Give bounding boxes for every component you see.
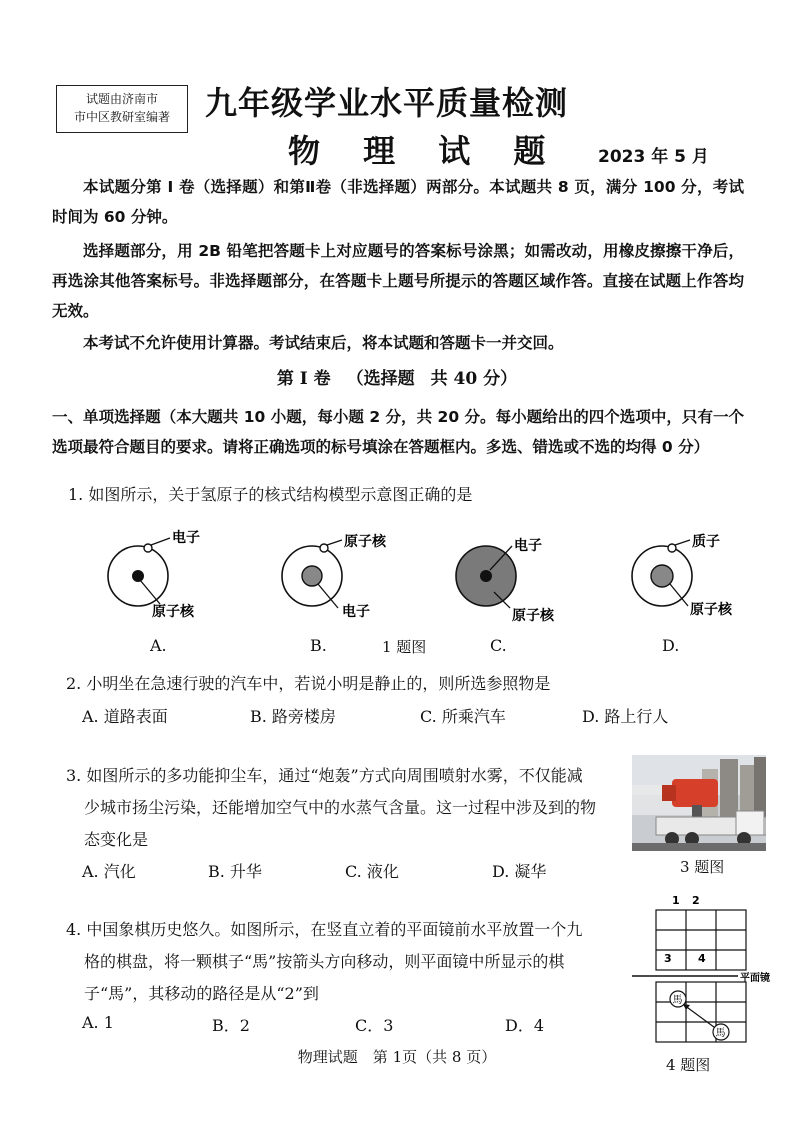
section-desc: （选择题: [346, 369, 415, 389]
q3-stem-line-2: 少城市扬尘污染，还能增加空气中的水蒸气含量。这一过程中涉及到的物: [84, 798, 597, 817]
q1-option-c-label: C.: [490, 636, 507, 655]
q1-stem: 1. 如图所示，关于氢原子的核式结构模型示意图正确的是: [68, 485, 473, 504]
q4-option-b: B．2: [212, 1016, 250, 1035]
q4-chessboard-mirror-figure: [628, 892, 788, 1052]
q2-option-b: B. 路旁楼房: [250, 707, 336, 726]
fig-d-bottom-label: 原子核: [690, 602, 732, 618]
q2-option-d: D. 路上行人: [582, 707, 669, 726]
instruction-3: 本考试不允许使用计算器。考试结束后，将本试题和答题卡一并交回。: [83, 334, 564, 352]
q1-option-b-label: B.: [310, 636, 327, 655]
q1-atom-figures: [90, 520, 750, 630]
q3-option-a: A. 汽化: [82, 862, 136, 881]
exam-subject: 物 理 试 题: [288, 132, 562, 170]
q3-stem-line-1: 3. 如图所示的多功能抑尘车，通过“炮轰”方式向周围喷射水雾，不仅能减: [66, 766, 583, 785]
q1-option-d-label: D.: [662, 636, 680, 655]
q3-stem-line-3: 态变化是: [84, 830, 149, 849]
fig-d-top-label: 质子: [692, 534, 720, 550]
q2-stem: 2. 小明坐在急速行驶的汽车中，若说小明是静止的，则所选参照物是: [66, 674, 551, 693]
dust-suppression-truck-photo: [632, 755, 766, 851]
stamp-line-1: 试题由济南市: [85, 92, 158, 106]
q3-option-b: B. 升华: [208, 862, 262, 881]
q3-option-c: C. 液化: [345, 862, 399, 881]
grid-number-4: 4: [698, 952, 706, 965]
q3-figure-caption: 3 题图: [680, 858, 725, 876]
grid-number-3: 3: [664, 952, 672, 965]
fig-b-bottom-label: 电子: [342, 604, 370, 620]
q2-option-c: C. 所乘汽车: [420, 707, 506, 726]
fig-a-bottom-label: 原子核: [152, 604, 194, 620]
q4-option-c: C．3: [355, 1016, 394, 1035]
q1-option-a-label: A.: [150, 636, 167, 655]
stamp-line-2: 市中区教研室编著: [73, 110, 170, 124]
q4-option-a: A. 1: [82, 1013, 114, 1032]
atom-figure-d: [632, 533, 733, 618]
q4-option-d: D．4: [505, 1016, 545, 1035]
section-title: [0, 364, 794, 389]
atom-figure-b: [282, 533, 387, 620]
grid-number-2: 2: [692, 894, 700, 907]
fig-a-top-label: 电子: [172, 530, 200, 546]
editor-stamp: [56, 85, 188, 133]
mirror-label: 平面镜: [740, 973, 770, 984]
fig-c-bottom-label: 原子核: [512, 608, 554, 624]
atom-figure-a: [108, 529, 200, 620]
atom-figure-c: [456, 537, 555, 624]
q4-stem-line-2: 格的棋盘，将一颗棋子“馬”按箭头方向移动，则平面镜中所显示的棋: [84, 952, 565, 971]
q4-figure-caption: 4 题图: [666, 1056, 711, 1074]
q1-figure-caption: 1 题图: [382, 638, 427, 656]
mcq-intro: 一、单项选择题（本大题共 10 小题，每小题 2 分，共 20 分。每小题给出的四个选项中，只有一个选项最符合题目的要求。请将正确选项的标号填涂在答题框内。多选、错选或不选的均得 0 分）: [52, 408, 744, 456]
exam-date: 2023 年 5 月: [598, 147, 709, 167]
q4-stem-line-1: 4. 中国象棋历史悠久。如图所示，在竖直立着的平面镜前水平放置一个九: [66, 920, 583, 939]
q3-option-d: D. 凝华: [492, 862, 547, 881]
exam-title: 九年级学业水平质量检测: [205, 84, 569, 122]
q2-option-a: A. 道路表面: [82, 707, 168, 726]
instruction-1: 本试题分第 I 卷（选择题）和第Ⅱ卷（非选择题）两部分。本试题共 8 页，满分 100 分，考试时间为 60 分钟。: [52, 178, 744, 226]
piece-label-end: 馬: [715, 1028, 726, 1039]
instruction-2: 选择题部分，用 2B 铅笔把答题卡上对应题号的答案标号涂黑；如需改动，用橡皮擦擦干净后，再选涂其他答案标号。非选择题部分，在答题卡上题号所提示的答题区域作答。直接在试题上作答均无效。: [52, 242, 744, 320]
fig-b-top-label: 原子核: [344, 534, 386, 550]
chess-piece-end: [713, 1024, 729, 1040]
piece-label-start: 馬: [672, 995, 683, 1006]
q4-stem-line-3: 子“馬”，其移动的路径是从“2”到: [84, 984, 319, 1003]
page-footer: 物理试题 第 1页（共 8 页）: [297, 1048, 497, 1066]
grid-number-1: 1: [672, 894, 680, 907]
fig-c-top-label: 电子: [514, 538, 542, 554]
section-part: 第 I 卷: [276, 369, 331, 389]
section-score: 共 40 分）: [430, 369, 518, 389]
move-arrow: [684, 1005, 718, 1030]
